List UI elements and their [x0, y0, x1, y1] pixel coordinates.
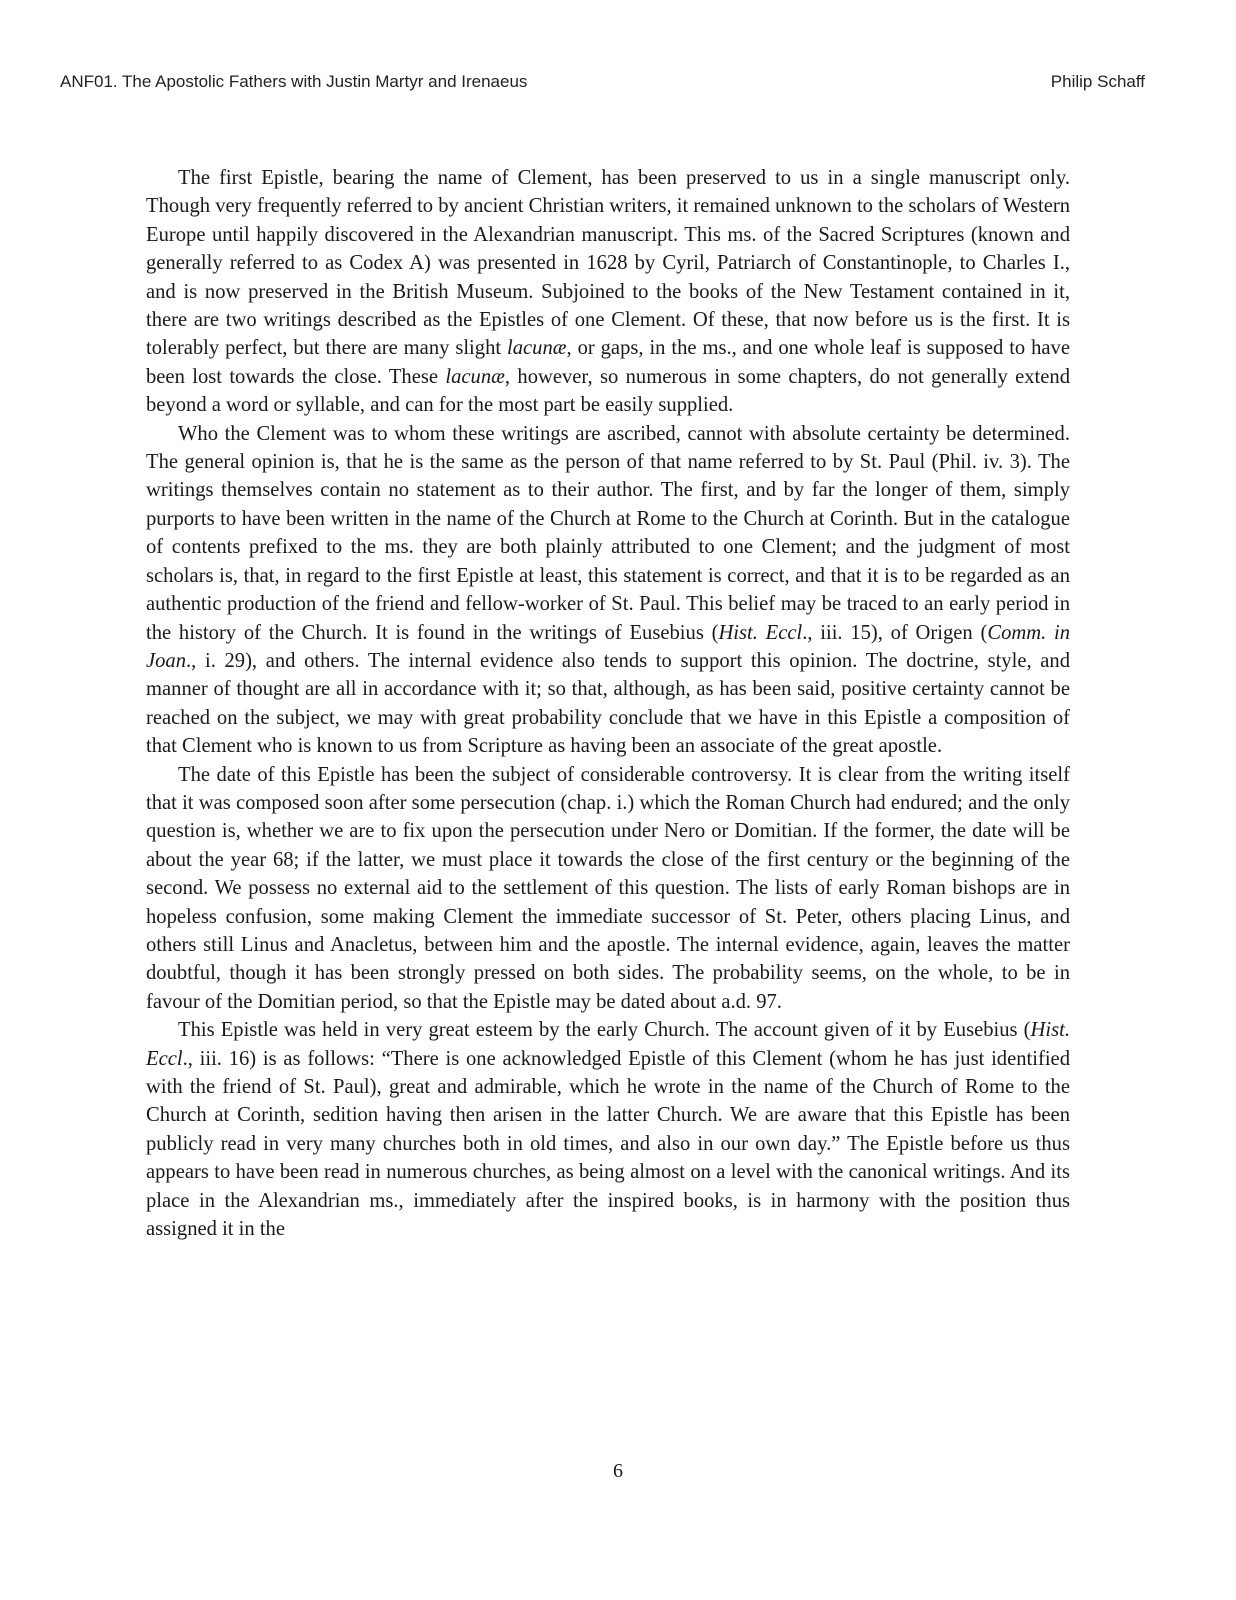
italic-text: Hist. Eccl [718, 621, 803, 644]
running-header [60, 72, 1145, 96]
page-number: 6 [613, 1460, 623, 1482]
italic-text: Hist. Eccl [146, 1019, 1070, 1070]
italic-text: Comm. in Joan [146, 621, 1071, 672]
italic-text: lacunæ [445, 365, 505, 388]
text-run: This Epistle was held in very great esteem by the early Church. The account given of it by Eusebius ( [178, 1019, 1031, 1042]
paragraph [146, 1016, 1070, 1243]
text-run: Who the Clement was to whom these writings are ascribed, cannot with absolute certainty be determined. The general opinion is, that he is the same as the person of that name referred to by St. Paul (Phil. iv. 3). The writings themselves contain no statement as to their author. The first, and by far the longer of them, simply purports to have been written in the name of the Church at Rome to the Church at Corinth. But in the catalogue of contents prefixed to the ms. they are both plainly attributed to one Clement; and the judgment of most scholars is, that, in regard to the first Epistle at least, this statement is correct, and that it is to be regarded as an authentic production of the friend and fellow-worker of St. Paul. This belief may be traced to an early period in the history of the Church. It is found in the writings of Eusebius ( [146, 422, 1070, 644]
text-run: ., iii. 15), of Origen ( [802, 621, 988, 644]
italic-text: lacunæ [507, 337, 567, 360]
text-run: , however, so numerous in some chapters, do not generally extend beyond a word or syllable, and can for the most part be easily supplied. [146, 365, 1071, 417]
text-run: ., i. 29), and others. The internal evidence also tends to support this opinion. The doctrine, style, and manner of thought are all in accordance with it; so that, although, as has been said, positive certainty cannot be reached on the subject, we may with great probability conclude that we have in this Epistle a composition of that Clement who is known to us from Scripture as having been an associate of the great apostle. [146, 649, 1070, 758]
header-author: Philip Schaff [1050, 72, 1145, 91]
text-run: The date of this Epistle has been the subject of considerable controversy. It is clear from the writing itself that it was composed soon after some persecution (chap. i.) which the Roman Church had endured; and the only question is, whether we are to fix upon the persecution under Nero or Domitian. If the former, the date will be about the year 68; if the latter, we must place it towards the close of the first century or the beginning of the second. We possess no external aid to the settlement of this question. The lists of early Roman bishops are in hopeless confusion, some making Clement the immediate successor of St. Peter, others placing Linus, and others still Linus and Anacletus, between him and the apostle. The internal evidence, again, leaves the matter doubtful, though it has been strongly pressed on both sides. The probability seems, on the whole, to be in favour of the Domitian period, so that the Epistle may be dated about a.d. 97. [146, 763, 1070, 1013]
paragraph [146, 164, 1070, 420]
paragraph [146, 420, 1070, 761]
text-run: , or gaps, in the ms., and one whole leaf is supposed to have been lost towards the close. These [146, 337, 1070, 388]
body-text [146, 164, 1070, 1243]
paragraph [146, 761, 1070, 1017]
text-run: ., iii. 16) is as follows: “There is one acknowledged Epistle of this Clement (whom he has just identified with the friend of St. Paul), great and admirable, which he wrote in the name of the Church of Rome to the Church at Corinth, sedition having then arisen in the latter Church. We are aware that this Epistle has been publicly read in very many churches both in old times, and also in our own day.” The Epistle before us thus appears to have been read in numerous churches, as being almost on a level with the canonical writings. And its place in the Alexandrian ms., immediately after the inspired books, is in harmony with the position thus assigned it in the [146, 1047, 1070, 1241]
text-run: The first Epistle, bearing the name of Clement, has been preserved to us in a single manuscript only. Though very frequently referred to by ancient Christian writers, it remained unknown to the scholars of Western Europe until happily discovered in the Alexandrian manuscript. This ms. of the Sacred Scriptures (known and generally referred to as Codex A) was presented in 1628 by Cyril, Patriarch of Constantinople, to Charles I., and is now preserved in the British Museum. Subjoined to the books of the New Testament contained in it, there are two writings described as the Epistles of one Clement. Of these, that now before us is the first. It is tolerably perfect, but there are many slight [146, 167, 1070, 360]
header-book-title: ANF01. The Apostolic Fathers with Justin Martyr and Irenaeus [60, 72, 528, 91]
